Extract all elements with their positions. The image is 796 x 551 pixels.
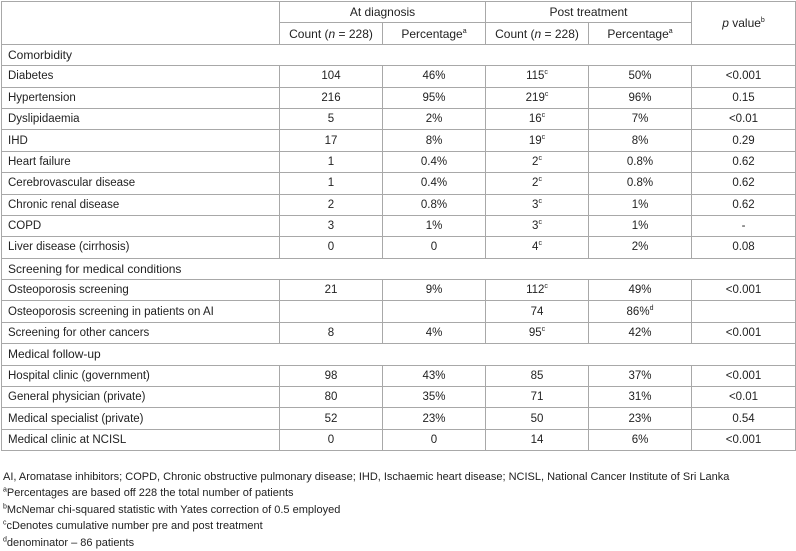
count-at-diagnosis [280, 151, 383, 172]
row-label-value: Cerebrovascular disease [8, 177, 136, 190]
table-row [2, 151, 796, 172]
count-at-diagnosis-value: 80 [324, 391, 338, 404]
header-percentage-dx [383, 23, 486, 44]
p-value-value: 0.62 [732, 177, 755, 190]
percentage-at-diagnosis [383, 130, 486, 151]
footnote-text: cDenotes cumulative number pre and post treatment [6, 520, 263, 533]
row-label-value: Chronic renal disease [8, 198, 120, 211]
p-value-value: 0.08 [732, 241, 755, 254]
p-value-value: <0.001 [725, 70, 762, 83]
header-count-pt [486, 23, 589, 44]
header-count-dx [280, 23, 383, 44]
row-label [2, 130, 280, 151]
percentage-post-treatment-value: 49% [628, 284, 652, 297]
p-value-value: <0.01 [728, 113, 759, 126]
row-label-value: COPD [8, 220, 42, 233]
percentage-at-diagnosis [383, 387, 486, 408]
percentage-at-diagnosis [383, 194, 486, 215]
p-value [692, 365, 796, 386]
percentage-at-diagnosis-value: 9% [425, 284, 443, 297]
footnote-text: McNemar chi-squared statistic with Yates correction of 0.5 employed [6, 503, 341, 516]
percentage-post-treatment [589, 322, 692, 343]
count-at-diagnosis [280, 173, 383, 194]
row-label-value: General physician (private) [8, 391, 146, 404]
table-row [2, 408, 796, 429]
count-post-treatment [486, 66, 589, 87]
count-at-diagnosis [280, 237, 383, 258]
count-at-diagnosis-value: 5 [327, 113, 335, 126]
percentage-post-treatment [589, 429, 692, 450]
header-row-groups [2, 2, 796, 23]
row-label [2, 87, 280, 108]
percentage-post-treatment-value: 2% [631, 241, 649, 254]
p-value-sup: b [760, 16, 765, 24]
count-post-treatment-value: 19 [528, 134, 542, 147]
count-post-treatment [486, 322, 589, 343]
row-label-value: Osteoporosis screening [8, 284, 129, 297]
percentage-at-diagnosis [383, 87, 486, 108]
count-at-diagnosis-value: 216 [321, 91, 341, 104]
p-value-suffix: value [728, 15, 761, 30]
count-at-diagnosis [280, 280, 383, 301]
section-header-row [2, 344, 796, 365]
row-label [2, 108, 280, 129]
percentage-at-diagnosis [383, 173, 486, 194]
row-label-value: Dyslipidaemia [8, 113, 80, 126]
count-at-diagnosis-value: 3 [327, 220, 335, 233]
percentage-at-diagnosis [383, 66, 486, 87]
percentage-post-treatment [589, 387, 692, 408]
count-label-pre: Count ( [495, 26, 535, 41]
footnote-marker: a [3, 486, 7, 494]
count-at-diagnosis [280, 130, 383, 151]
p-value [692, 408, 796, 429]
count-at-diagnosis [280, 66, 383, 87]
row-label [2, 237, 280, 258]
count-at-diagnosis-value: 17 [324, 134, 338, 147]
percentage-post-treatment [589, 173, 692, 194]
table-row [2, 130, 796, 151]
percentage-post-treatment-sup: d [649, 304, 654, 312]
count-post-treatment [486, 151, 589, 172]
count-at-diagnosis-value: 1 [327, 177, 335, 190]
table-row [2, 322, 796, 343]
count-post-treatment-value: 16 [528, 113, 542, 126]
percentage-label: Percentage [401, 26, 463, 41]
count-post-treatment [486, 301, 589, 322]
row-label [2, 280, 280, 301]
percentage-at-diagnosis-value: 35% [422, 391, 446, 404]
count-post-treatment-value: 112 [526, 284, 545, 297]
table-row [2, 87, 796, 108]
count-post-treatment [486, 429, 589, 450]
p-value-value: 0.62 [732, 198, 755, 211]
percentage-at-diagnosis [383, 301, 486, 322]
percentage-post-treatment-value: 50% [628, 70, 652, 83]
count-post-treatment-sup: c [541, 326, 546, 334]
percentage-post-treatment-value: 96% [628, 91, 652, 104]
count-post-treatment-value: 219 [525, 91, 545, 104]
percentage-post-treatment-value: 1% [631, 220, 649, 233]
percentage-sup: a [462, 27, 467, 35]
row-label-value: Diabetes [8, 70, 54, 83]
percentage-at-diagnosis [383, 237, 486, 258]
row-label [2, 408, 280, 429]
table-row [2, 429, 796, 450]
percentage-post-treatment [589, 130, 692, 151]
header-post-treatment: Post treatment [486, 2, 692, 23]
count-post-treatment-value: 115 [526, 70, 545, 83]
section-title: Screening for medical conditions [2, 258, 796, 279]
footnote-text: denominator – 86 patients [6, 536, 135, 549]
row-label-value: Liver disease (cirrhosis) [8, 241, 130, 254]
percentage-at-diagnosis-value: 95% [422, 91, 446, 104]
count-label-post: = 228) [541, 26, 579, 41]
count-at-diagnosis [280, 387, 383, 408]
percentage-post-treatment [589, 365, 692, 386]
percentage-label: Percentage [607, 26, 669, 41]
row-label-value: Osteoporosis screening in patients on AI [8, 305, 214, 318]
count-at-diagnosis-value: 21 [324, 284, 338, 297]
count-post-treatment [486, 87, 589, 108]
p-value-value: 0.54 [732, 412, 755, 425]
row-label-value: Hospital clinic (government) [8, 369, 150, 382]
section-header-row [2, 44, 796, 65]
count-at-diagnosis-value: 104 [321, 70, 341, 83]
row-label-value: Heart failure [8, 155, 71, 168]
percentage-post-treatment-value: 86% [626, 305, 650, 318]
count-at-diagnosis [280, 301, 383, 322]
footnote [3, 535, 729, 551]
p-value-value: <0.001 [725, 369, 762, 382]
results-table [1, 1, 796, 451]
p-value [692, 151, 796, 172]
count-at-diagnosis [280, 194, 383, 215]
percentage-sup: a [668, 27, 673, 35]
count-at-diagnosis [280, 215, 383, 236]
p-value-value: 0.62 [732, 155, 755, 168]
row-label-value: IHD [8, 134, 28, 147]
count-post-treatment [486, 130, 589, 151]
section-title: Medical follow-up [2, 344, 796, 365]
count-post-treatment [486, 365, 589, 386]
count-at-diagnosis-value: 1 [327, 155, 335, 168]
percentage-post-treatment [589, 280, 692, 301]
p-value [692, 387, 796, 408]
row-label-value: Medical clinic at NCISL [8, 434, 127, 446]
count-at-diagnosis [280, 108, 383, 129]
p-value-value: <0.001 [725, 284, 762, 297]
table-row [2, 280, 796, 301]
count-post-treatment [486, 173, 589, 194]
count-at-diagnosis [280, 429, 383, 450]
percentage-post-treatment-value: 0.8% [626, 177, 654, 190]
p-value [692, 280, 796, 301]
count-at-diagnosis-value: 2 [327, 198, 335, 211]
percentage-post-treatment [589, 194, 692, 215]
footnotes [3, 469, 729, 551]
percentage-at-diagnosis-value: 1% [425, 220, 443, 233]
count-at-diagnosis [280, 87, 383, 108]
percentage-post-treatment-value: 1% [631, 198, 649, 211]
row-label [2, 429, 280, 450]
footnote-marker: d [3, 535, 7, 543]
count-at-diagnosis-value: 0 [327, 434, 335, 446]
percentage-at-diagnosis-value: 43% [422, 369, 446, 382]
p-value-italic: p [722, 15, 729, 30]
count-post-treatment [486, 387, 589, 408]
count-post-treatment-sup: c [538, 197, 542, 205]
percentage-at-diagnosis-value: 0.8% [420, 198, 448, 211]
percentage-at-diagnosis [383, 280, 486, 301]
percentage-post-treatment [589, 151, 692, 172]
count-post-treatment-value: 14 [530, 434, 544, 446]
row-label [2, 301, 280, 322]
percentage-at-diagnosis [383, 151, 486, 172]
footnote [3, 518, 729, 534]
percentage-post-treatment [589, 215, 692, 236]
table-row [2, 301, 796, 322]
p-value [692, 130, 796, 151]
percentage-post-treatment [589, 66, 692, 87]
percentage-at-diagnosis-value: 2% [425, 113, 443, 126]
count-post-treatment-value: 71 [530, 391, 544, 404]
count-at-diagnosis-value: 8 [327, 327, 335, 340]
percentage-post-treatment [589, 301, 692, 322]
percentage-post-treatment-value: 23% [628, 412, 652, 425]
count-post-treatment-sup: c [538, 240, 542, 248]
count-label-n: n [534, 26, 542, 41]
count-label-post: = 228) [335, 26, 373, 41]
percentage-at-diagnosis [383, 408, 486, 429]
count-post-treatment-value: 2 [532, 155, 539, 168]
table-row [2, 108, 796, 129]
p-value-value: 0.15 [732, 91, 755, 104]
row-label [2, 387, 280, 408]
percentage-at-diagnosis-value: 0.4% [420, 155, 448, 168]
row-label-value: Screening for other cancers [8, 327, 150, 340]
footnote-marker: c [3, 519, 7, 527]
percentage-at-diagnosis-value: 4% [425, 327, 443, 340]
percentage-at-diagnosis [383, 215, 486, 236]
footnote-text: AI, Aromatase inhibitors; COPD, Chronic obstructive pulmonary disease; IHD, Ischaemic heart disease; NCISL, National Cancer Institute of Sri Lanka [3, 471, 730, 483]
section-header-row [2, 258, 796, 279]
count-post-treatment-value: 3 [532, 220, 539, 233]
percentage-at-diagnosis-value: 23% [422, 412, 446, 425]
row-label [2, 322, 280, 343]
row-label [2, 151, 280, 172]
p-value-value: <0.01 [728, 391, 759, 404]
count-post-treatment [486, 194, 589, 215]
count-post-treatment-sup: c [544, 283, 548, 291]
percentage-post-treatment-value: 37% [628, 369, 652, 382]
percentage-post-treatment-value: 8% [631, 134, 649, 147]
row-label-value: Medical specialist (private) [8, 412, 144, 425]
count-post-treatment-sup: c [544, 90, 549, 98]
p-value [692, 301, 796, 322]
row-label [2, 66, 280, 87]
count-post-treatment-sup: c [538, 155, 542, 163]
percentage-at-diagnosis [383, 365, 486, 386]
p-value-value: - [741, 220, 746, 233]
row-label [2, 215, 280, 236]
table-row [2, 387, 796, 408]
percentage-at-diagnosis [383, 322, 486, 343]
table-row [2, 237, 796, 258]
count-at-diagnosis-value: 98 [324, 369, 338, 382]
header-at-diagnosis: At diagnosis [280, 2, 486, 23]
p-value [692, 173, 796, 194]
count-post-treatment-sup: c [538, 176, 542, 184]
table-row [2, 215, 796, 236]
count-at-diagnosis [280, 322, 383, 343]
section-title: Comorbidity [2, 44, 796, 65]
row-label [2, 365, 280, 386]
count-post-treatment-value: 74 [530, 305, 544, 318]
percentage-post-treatment-value: 42% [628, 327, 652, 340]
percentage-at-diagnosis-value: 46% [422, 70, 446, 83]
footnote-text: Percentages are based off 228 the total number of patients [6, 487, 294, 500]
count-post-treatment-value: 4 [532, 241, 539, 254]
percentage-post-treatment [589, 108, 692, 129]
p-value [692, 237, 796, 258]
footnote-marker: b [3, 503, 7, 511]
count-post-treatment-value: 50 [530, 412, 544, 425]
header-p-value [692, 2, 796, 45]
header-percentage-pt [589, 23, 692, 44]
percentage-post-treatment [589, 87, 692, 108]
p-value [692, 194, 796, 215]
count-post-treatment [486, 280, 589, 301]
footnote [3, 469, 729, 485]
count-post-treatment-sup: c [544, 69, 548, 77]
p-value-value: <0.001 [725, 434, 762, 446]
row-label [2, 194, 280, 215]
table-row [2, 66, 796, 87]
p-value-value: <0.001 [725, 327, 762, 340]
row-label-value: Hypertension [8, 91, 76, 104]
count-post-treatment-value: 95 [528, 327, 542, 340]
count-post-treatment-value: 2 [532, 177, 539, 190]
count-post-treatment [486, 408, 589, 429]
percentage-at-diagnosis-value: 0.4% [420, 177, 448, 190]
count-post-treatment-sup: c [538, 219, 542, 227]
count-at-diagnosis [280, 365, 383, 386]
count-post-treatment [486, 108, 589, 129]
count-at-diagnosis-value: 52 [324, 412, 338, 425]
percentage-post-treatment [589, 408, 692, 429]
percentage-at-diagnosis [383, 429, 486, 450]
percentage-post-treatment [589, 237, 692, 258]
count-label-pre: Count ( [289, 26, 329, 41]
table-row [2, 173, 796, 194]
percentage-post-treatment-value: 6% [631, 434, 649, 446]
percentage-post-treatment-value: 7% [631, 113, 649, 126]
count-post-treatment [486, 215, 589, 236]
count-post-treatment [486, 237, 589, 258]
footnote [3, 485, 729, 501]
count-post-treatment-sup: c [541, 133, 546, 141]
count-at-diagnosis-value: 0 [327, 241, 335, 254]
p-value [692, 87, 796, 108]
footnote [3, 502, 729, 518]
percentage-at-diagnosis-value: 0 [430, 241, 438, 254]
table-row [2, 194, 796, 215]
table-row [2, 365, 796, 386]
count-post-treatment-value: 85 [530, 369, 544, 382]
header-blank-cell [2, 2, 280, 45]
count-post-treatment-sup: c [541, 112, 546, 120]
p-value [692, 215, 796, 236]
p-value [692, 108, 796, 129]
count-post-treatment-value: 3 [532, 198, 539, 211]
percentage-at-diagnosis-value: 0 [430, 434, 438, 446]
p-value [692, 429, 796, 450]
count-at-diagnosis [280, 408, 383, 429]
p-value-value: 0.29 [732, 134, 755, 147]
percentage-at-diagnosis-value: 8% [425, 134, 443, 147]
row-label [2, 173, 280, 194]
p-value [692, 66, 796, 87]
percentage-at-diagnosis [383, 108, 486, 129]
count-label-n: n [328, 26, 336, 41]
percentage-post-treatment-value: 0.8% [626, 155, 654, 168]
percentage-post-treatment-value: 31% [628, 391, 652, 404]
p-value [692, 322, 796, 343]
